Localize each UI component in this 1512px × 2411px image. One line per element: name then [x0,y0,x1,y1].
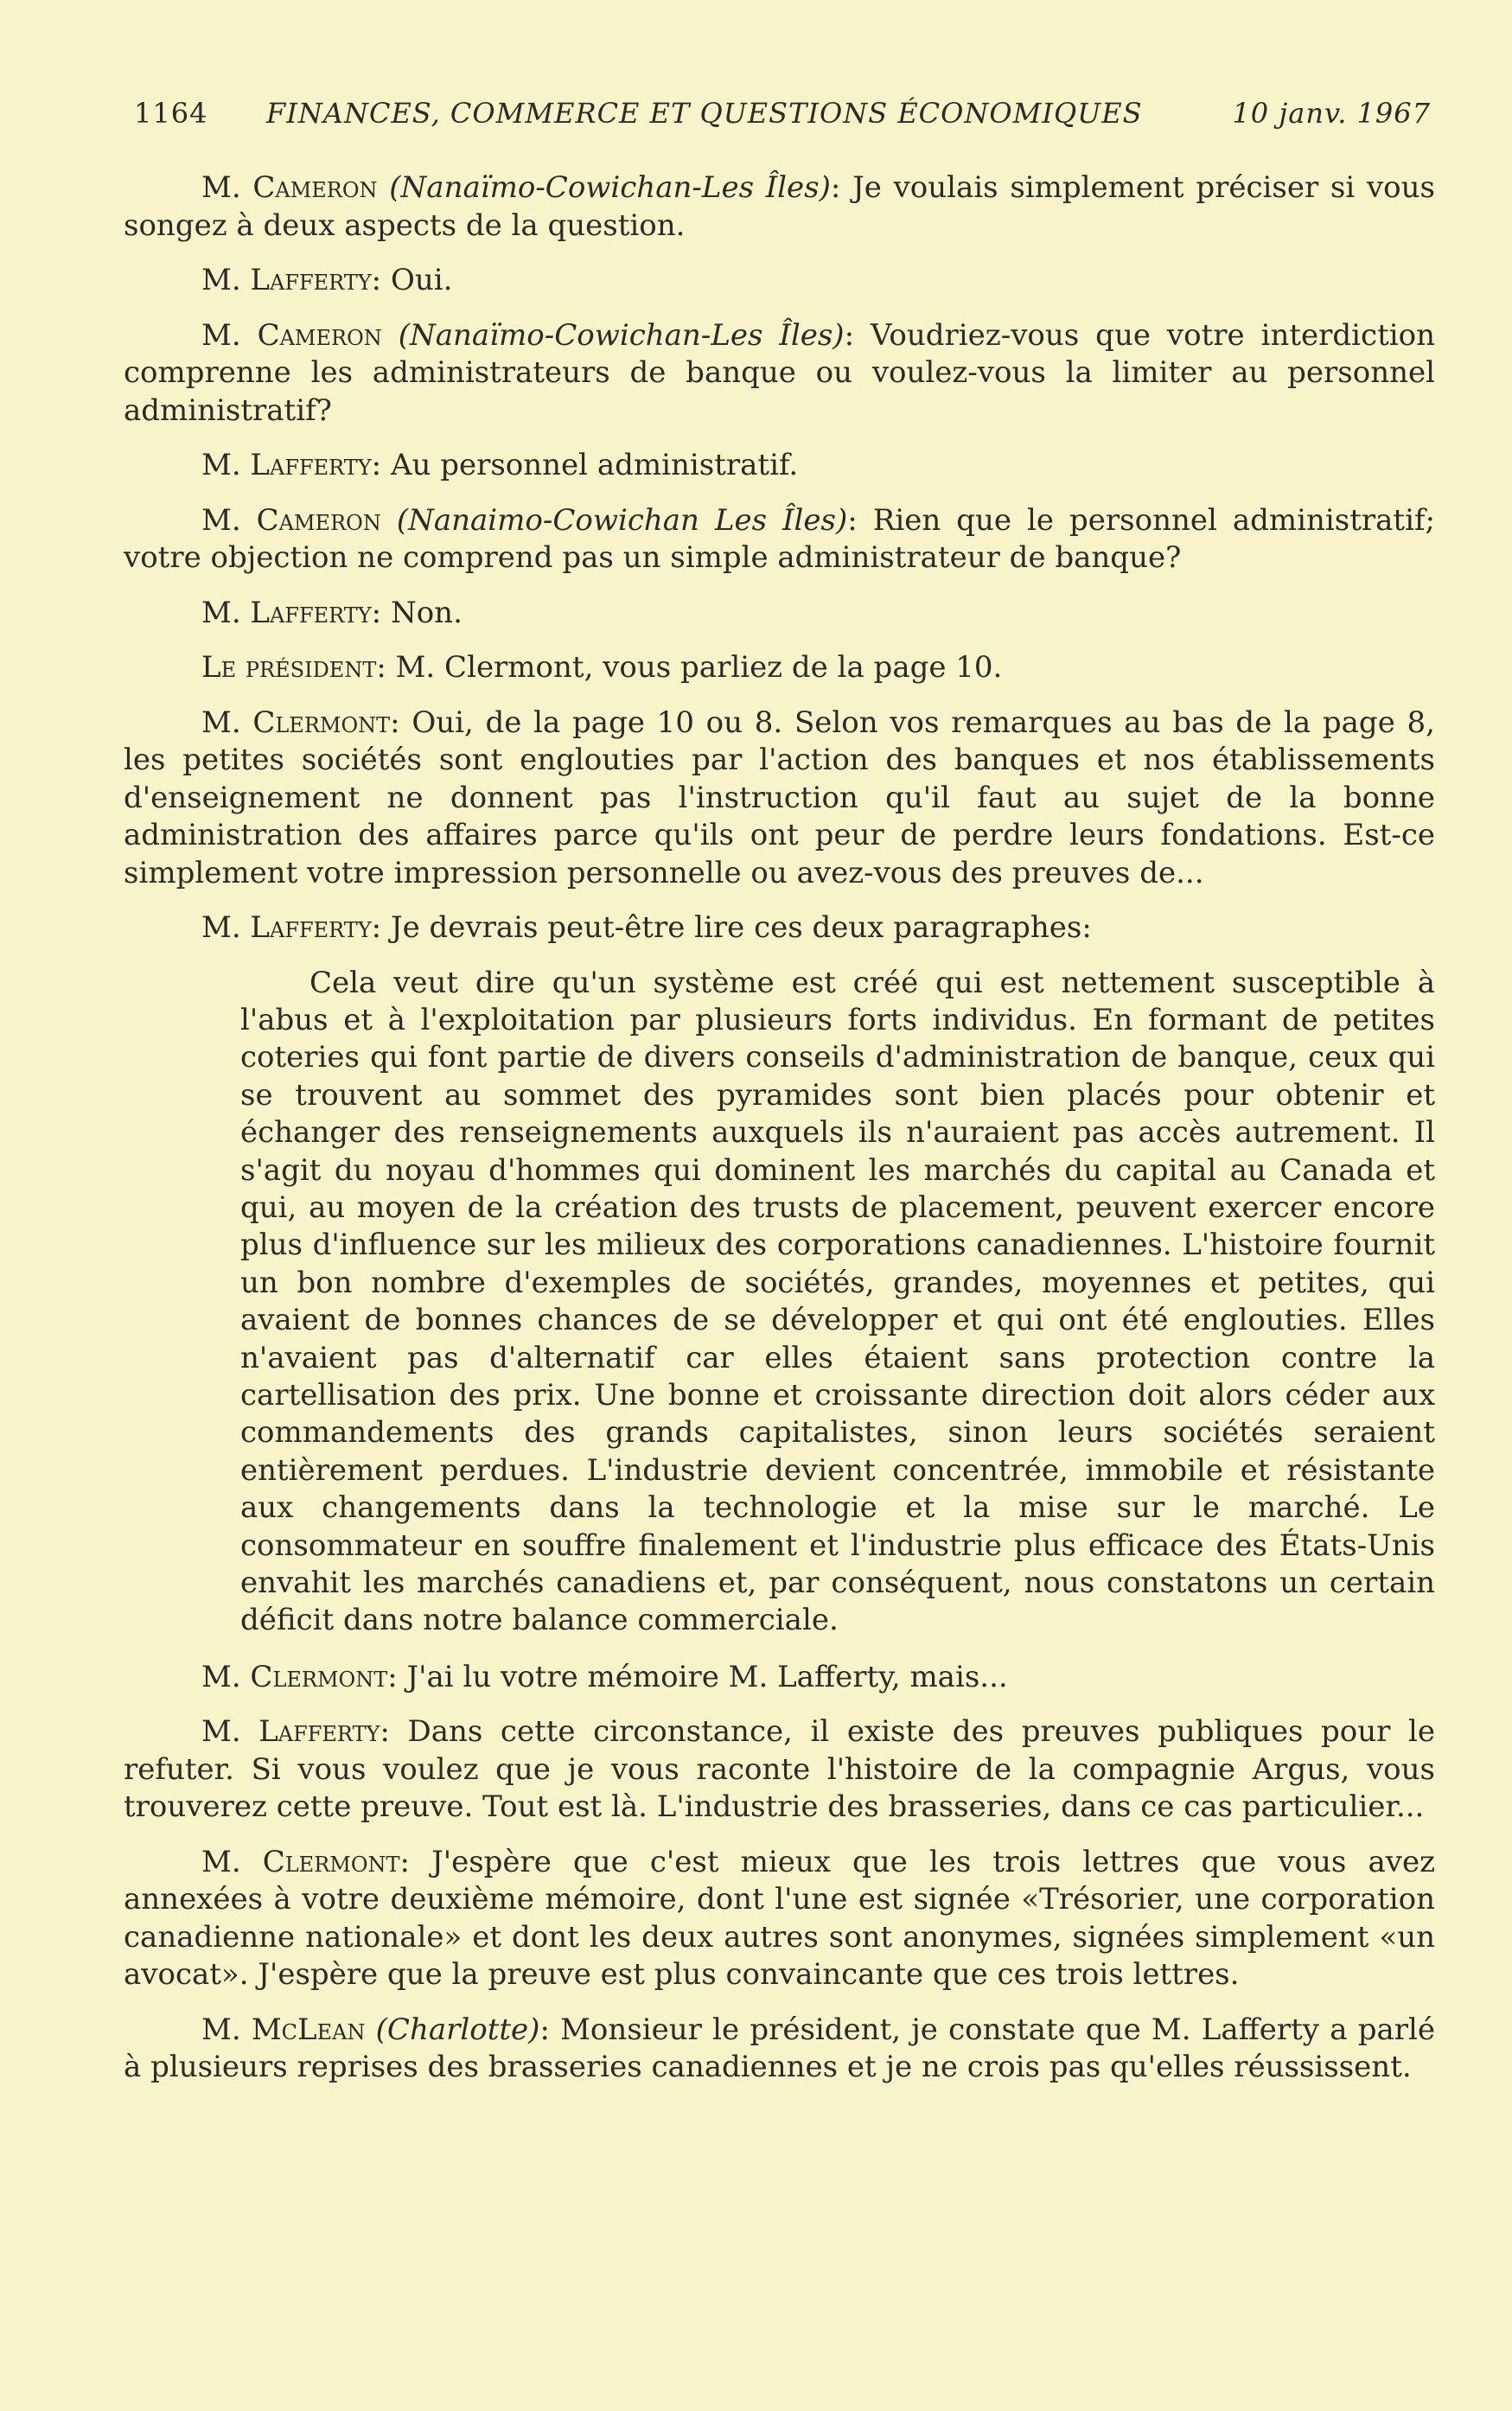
page-header [134,97,1431,140]
speech-paragraph [124,705,1435,893]
speaker-separator: : [830,170,841,205]
speech-text: Monsieur le président, je constate que M. Lafferty a parlé à plusieurs reprises des brasseries canadiennes et je ne crois pas qu'elles réussissent. [124,2012,1435,2085]
speech-text: J'espère que c'est mieux que les trois lettres que vous avez annexées à votre deuxième mémoire, dont l'une est signée «Trésorier, une corporation canadienne nationale» et dont les deux autres sont anonymes, signées simplement «un avocat». J'espère que la preuve est plus convaincante que ces trois lettres. [124,1844,1435,1993]
speaker-name: M. Lafferty [201,263,372,297]
speech-text: Oui, de la page 10 ou 8. Selon vos remarques au bas de la page 8, les petites sociétés sont englouties par l'action des banques et nos établissements d'enseignement ne donnent pas l'instruction qu'il faut au sujet de la bonne administration des affaires parce qu'ils ont peur de perdre leurs fondations. Est-ce simplement votre impression personnelle ou avez-vous des preuves de... [124,705,1435,890]
block-quote: Cela veut dire qu'un système est créé qui est nettement susceptible à l'abus et à l'exploitation par plusieurs forts individus. En formant de petites coteries qui font partie de divers conseils d'administration de banque, ceux qui se trouvent au sommet des pyramides sont bien placés pour obtenir et échanger des renseignements auxquels ils n'auraient pas accès autrement. Il s'agit du noyau d'hommes qui dominent les marchés du capital au Canada et qui, au moyen de la création des trusts de placement, peuvent exercer encore plus d'influence sur les milieux des corporations canadiennes. L'histoire fournit un bon nombre d'exemples de sociétés, grandes, moyennes et petites, qui avaient de bonnes chances de se développer et qui ont été englouties. Elles n'avaient pas d'alternatif car elles étaient sans protection contre la cartellisation des prix. Une bonne et croissante direction doit alors céder aux commandements des grands capitalistes, sinon leurs sociétés seraient entièrement perdues. L'industrie devient concentrée, immobile et résistante aux changements dans la technologie et la mise sur le marché. Le consommateur en souffre finalement et l'industrie plus efficace des États-Unis envahit les marchés canadiens et, par conséquent, nous constatons un certain déficit dans notre balance commerciale. [240,965,1435,1638]
speech-text: Dans cette circonstance, il existe des preuves publiques pour le refuter. Si vous voulez que je vous raconte l'histoire de la compagnie Argus, vous trouverez cette preuve. Tout est là. L'industrie des brasseries, dans ce cas particulier... [124,1714,1435,1825]
speaker-riding: (Nanaïmo-Cowichan-Les Îles) [389,170,831,205]
document-body [124,169,1435,2104]
speaker-separator: : [399,1844,410,1879]
speech-text: Non. [381,595,463,630]
speech-text: Je voulais simplement préciser si vous songez à deux aspects de la question. [124,170,1435,243]
page-number: 1164 [134,97,208,130]
speech-text: Je devrais peut-être lire ces deux paragraphes: [381,910,1092,945]
speech-paragraph [124,169,1435,245]
speaker-name: M. Lafferty [201,448,372,482]
speaker-name: M. Clermont [201,1844,400,1879]
paragraphs-before-quote [124,169,1435,947]
speaker-separator: : [390,705,400,740]
speech-paragraph [124,1844,1435,1994]
speaker-riding: (Charlotte) [375,2012,540,2047]
speech-text: Au personnel administratif. [381,448,799,482]
speaker-separator: : [539,2012,550,2047]
speaker-name: Le président [201,650,377,685]
speech-paragraph [124,262,1435,300]
speaker-name: M. Cameron [201,170,378,205]
speech-text: Rien que le personnel administratif; votre objection ne comprend pas un simple administrateur de banque? [124,502,1436,575]
speaker-separator: : [380,1714,390,1750]
speech-paragraph [124,909,1435,947]
speech-paragraph [124,1713,1435,1827]
speaker-name: M. Cameron [201,317,382,353]
speaker-separator: : [371,595,382,630]
speech-text: M. Clermont, vous parliez de la page 10. [386,650,1003,685]
speech-paragraph [124,649,1435,687]
speaker-separator: : [371,910,382,945]
speaker-name: M. Lafferty [201,910,372,945]
paragraphs-after-quote [124,1659,1435,2087]
speaker-riding: (Nanaimo-Cowichan Les Îles) [396,502,848,538]
speech-paragraph [124,1659,1435,1697]
speech-paragraph [124,595,1435,633]
running-title: FINANCES, COMMERCE ET QUESTIONS ÉCONOMIQUES [266,97,1143,130]
speech-paragraph [124,502,1435,577]
speaker-riding: (Nanaïmo-Cowichan-Les Îles) [398,317,845,353]
speaker-name: M. Clermont [201,1659,388,1694]
speech-paragraph [124,317,1435,431]
speaker-separator: : [371,263,382,297]
speech-text: Voudriez-vous que votre interdiction comprenne les administrateurs de banque ou voulez-vous la limiter au personnel administratif? [124,317,1435,428]
speaker-separator: : [847,502,858,538]
speaker-separator: : [376,650,386,685]
speaker-name: M. Cameron [201,502,381,538]
speaker-name: M. Clermont [201,705,391,740]
speaker-separator: : [387,1659,398,1694]
speech-text: J'ai lu votre mémoire M. Lafferty, mais... [397,1659,1008,1694]
speaker-separator: : [844,317,855,353]
speech-paragraph [124,2012,1435,2087]
speech-paragraph [124,447,1435,485]
speech-text: Oui. [381,263,453,297]
header-date: 10 janv. 1967 [1232,97,1431,130]
speaker-separator: : [371,448,382,482]
speaker-name: M. Lafferty [201,595,372,630]
speaker-name: M. Lafferty [201,1714,380,1750]
speaker-name: M. McLean [201,2012,366,2047]
